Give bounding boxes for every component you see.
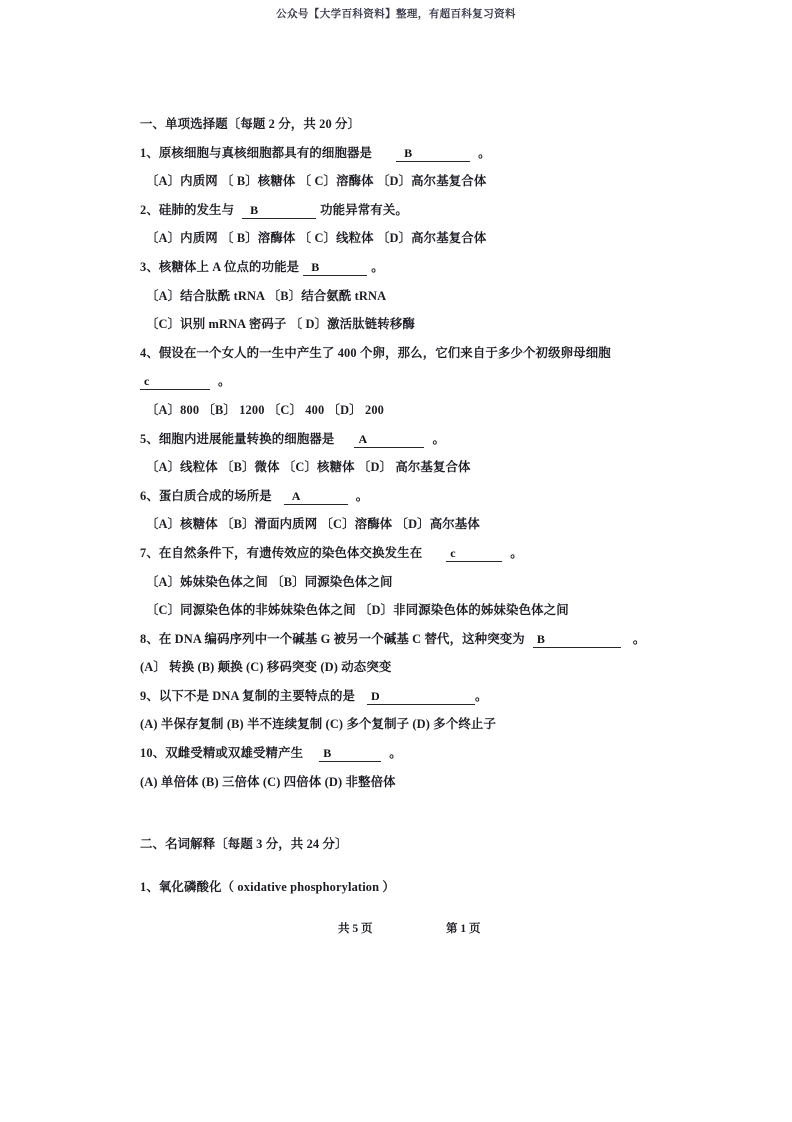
question-7-options-line-2[interactable]: 〔C〕同源染色体的非姊妹染色体之间 〔D〕非同源染色体的姊妹染色体之间 [146, 603, 569, 618]
question-6-options[interactable]: 〔A〕核糖体 〔B〕滑面内质网 〔C〕溶酶体 〔D〕高尔基体 [146, 517, 480, 532]
promo-header: 公众号【大学百科资料】整理，有超百科复习资料 [276, 9, 516, 20]
question-10-stem-text: 10、双雌受精或双雄受精产生 [140, 746, 304, 761]
question-5-stem [140, 425, 655, 454]
question-4-stem-text: 4、假设在一个女人的一生中产生了 400 个卵，那么，它们来自于多少个初级卵母细胞 [140, 345, 611, 360]
question-2-answer-blank[interactable]: B [242, 202, 316, 219]
question-5-options[interactable]: 〔A〕线粒体 〔B〕微体 〔C〕核糖体 〔D〕 高尔基复合体 [146, 460, 471, 475]
question-3-options-line-1[interactable]: 〔A〕结合肽酰 tRNA 〔B〕结合氨酰 tRNA [146, 288, 387, 303]
question-10-options[interactable]: (A) 单倍体 (B) 三倍体 (C) 四倍体 (D) 非整倍体 [140, 774, 396, 789]
question-6-stem [140, 482, 655, 511]
question-8-stem-tail: 。 [632, 631, 646, 646]
question-1-stem-tail: 。 [478, 145, 491, 160]
question-8-options[interactable]: (A〕 转换 (B) 颠换 (C) 移码突变 (D) 动态突变 [140, 660, 392, 675]
question-2-options[interactable]: 〔A〕内质网 〔 B〕溶酶体 〔 C〕线粒体 〔D〕高尔基复合体 [146, 231, 487, 246]
question-10-answer-blank[interactable]: B [319, 745, 381, 762]
question-7-stem-tail: 。 [510, 545, 523, 560]
question-9-stem [140, 682, 655, 711]
question-2-stem-text: 2、硅肺的发生与 [140, 202, 235, 217]
question-5-stem-text: 5、细胞内进展能量转换的细胞器是 [140, 431, 335, 446]
question-3-stem-tail: 。 [371, 259, 384, 274]
question-4-stem-tail: 。 [218, 374, 231, 389]
question-6-answer-blank[interactable]: A [284, 488, 348, 505]
section-2-heading: 二、名词解释〔每题 3 分，共 24 分〕 [140, 837, 348, 852]
footer-current-page: 第 1 页 [446, 923, 481, 935]
question-4-answer-blank[interactable]: c [140, 373, 210, 390]
question-2-stem [140, 196, 655, 225]
question-5-stem-tail: 。 [432, 431, 446, 446]
question-3-answer-blank[interactable]: B [303, 259, 367, 276]
term-1[interactable]: 1、氧化磷酸化（ oxidative phosphorylation ） [140, 879, 395, 894]
question-10-stem [140, 739, 655, 768]
question-1-options[interactable]: 〔A〕内质网 〔 B〕核糖体 〔 C〕溶酶体 〔D〕高尔基复合体 [146, 174, 487, 189]
question-5-answer-blank[interactable]: A [354, 431, 424, 448]
question-3-stem [140, 253, 655, 282]
question-10-stem-tail: 。 [389, 746, 402, 761]
footer-total-pages: 共 5 页 [338, 923, 373, 935]
question-8-stem-text: 8、在 DNA 编码序列中一个碱基 G 被另一个碱基 C 替代，这种突变为 [140, 631, 525, 646]
question-7-stem [140, 539, 655, 568]
question-9-stem-tail: 。 [475, 688, 488, 703]
question-4-answer-line [140, 367, 655, 396]
document-body [140, 110, 655, 901]
question-6-stem-text: 6、蛋白质合成的场所是 [140, 488, 272, 503]
question-9-options[interactable]: (A) 半保存复制 (B) 半不连续复制 (C) 多个复制子 (D) 多个终止子 [140, 717, 497, 732]
question-8-answer-blank[interactable]: B [533, 631, 621, 648]
section-spacer [140, 796, 655, 830]
question-3-options-line-2[interactable]: 〔C〕识别 mRNA 密码子 〔 D〕激活肽链转移酶 [146, 317, 415, 332]
question-7-stem-text: 7、在自然条件下，有遗传效应的染色体交换发生在 [140, 545, 423, 560]
question-3-stem-text: 3、核糖体上 A 位点的功能是 [140, 259, 300, 274]
question-7-options-line-1[interactable]: 〔A〕姊妹染色体之间 〔B〕同源染色体之间 [146, 574, 393, 589]
question-4-stem [140, 339, 655, 368]
question-6-stem-tail: 。 [355, 488, 369, 503]
question-1-stem [140, 139, 655, 168]
question-7-answer-blank[interactable]: c [446, 545, 502, 562]
question-1-stem-text: 1、原核细胞与真核细胞都具有的细胞器是 [140, 145, 373, 160]
question-4-options[interactable]: 〔A〕800 〔B〕 1200 〔C〕 400 〔D〕 200 [146, 402, 385, 417]
question-1-answer-blank[interactable]: B [396, 145, 470, 162]
section-2-spacer [140, 859, 655, 873]
question-8-stem [140, 625, 655, 654]
question-9-answer-blank[interactable]: D [367, 688, 475, 705]
section-1-heading: 一、单项选择题〔每题 2 分，共 20 分〕 [140, 117, 361, 131]
question-2-stem-tail: 功能异常有关。 [320, 202, 408, 217]
question-9-stem-text: 9、以下不是 DNA 复制的主要特点的是 [140, 688, 356, 703]
